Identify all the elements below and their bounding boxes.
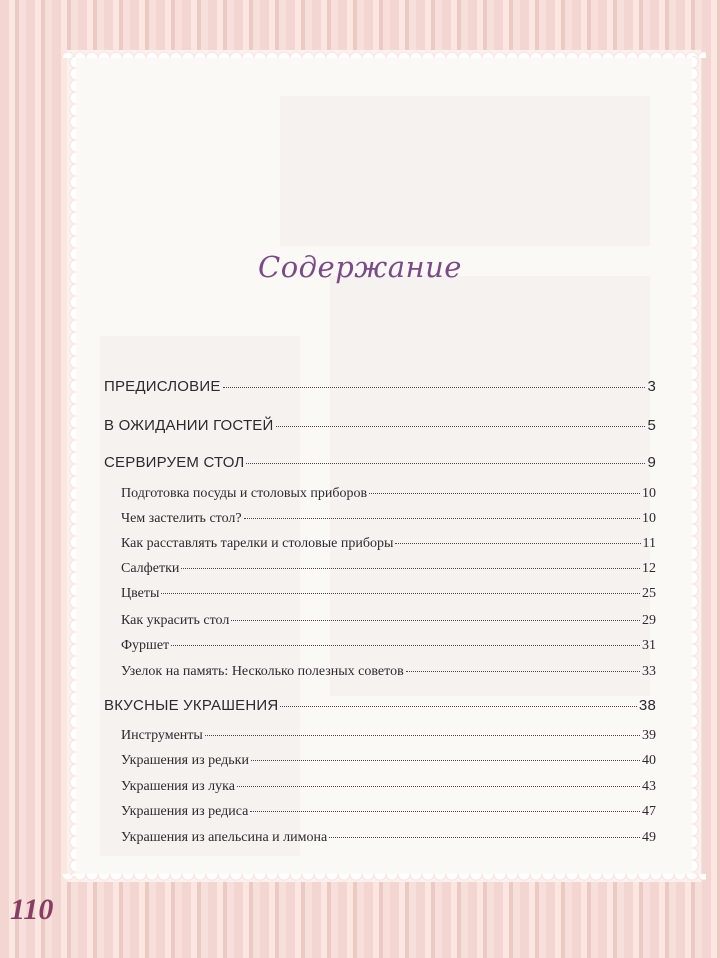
dot-leader [205,735,640,736]
toc-entry-page: 10 [642,486,656,501]
dot-leader [280,706,636,707]
dot-leader [251,760,640,761]
toc-entry [104,378,656,400]
toc-entry-page: 49 [642,830,656,845]
dot-leader [329,837,640,838]
dot-leader [369,493,640,494]
lace-border-top [62,42,706,58]
toc-entry-page: 3 [647,378,656,395]
page-title: Содержание [258,250,462,284]
toc-entry-title: Как украсить стол [121,613,230,628]
toc-entry-page: 11 [642,536,656,551]
dot-leader [161,593,640,594]
lace-border-right [692,56,706,876]
toc-entry-title: Салфетки [121,561,180,576]
toc-entry-title: Украшения из лука [121,779,235,794]
dot-leader [250,811,640,812]
toc-entry-page: 33 [642,664,656,679]
toc-entry-title: Инструменты [121,728,203,743]
toc-entry [121,804,656,826]
dot-leader [244,518,640,519]
lace-border-left [62,56,76,876]
lace-border-bottom [62,874,706,890]
toc-entry-page: 31 [642,638,656,653]
toc-entry [121,638,656,660]
toc-entry [121,536,656,558]
dot-leader [246,463,645,464]
toc-entry [121,830,656,852]
dot-leader [395,543,640,544]
toc-entry [121,779,656,801]
toc-entry-title: Узелок на память: Несколько полезных советов [121,664,404,679]
toc-entry [121,728,656,750]
toc-entry-page: 40 [642,753,656,768]
toc-entry-page: 25 [642,586,656,601]
toc-entry [121,486,656,508]
toc-entry-title: Чем застелить стол? [121,511,242,526]
toc-entry-page: 9 [647,454,656,471]
toc-entry [121,511,656,533]
toc-entry-page: 38 [638,697,656,714]
toc-entry-title: Цветы [121,586,160,601]
toc-entry [104,417,656,439]
toc-entry-page: 5 [647,417,656,434]
toc-entry-page: 29 [642,613,656,628]
toc-entry-title: Как расставлять тарелки и столовые приборы [121,536,394,551]
dot-leader [276,426,646,427]
toc-entry-page: 47 [642,804,656,819]
toc-entry-page: 39 [642,728,656,743]
toc-entry [121,613,656,635]
dot-leader [171,645,640,646]
toc-entry-title: Украшения из редьки [121,753,249,768]
toc-entry-title: ПРЕДИСЛОВИЕ [104,378,221,395]
dot-leader [223,387,646,388]
toc-entry-page: 43 [642,779,656,794]
dot-leader [231,620,640,621]
toc-entry [121,664,656,686]
dot-leader [406,671,640,672]
toc-entry-title: Украшения из редиса [121,804,249,819]
toc-entry-title: Фуршет [121,638,170,653]
toc-entry [104,454,656,476]
dot-leader [181,568,640,569]
toc-entry-page: 10 [642,511,656,526]
toc-entry-title: ВКУСНЫЕ УКРАШЕНИЯ [104,697,279,714]
toc-entry [121,561,656,583]
toc-entry-page: 12 [642,561,656,576]
toc-entry-title: В ОЖИДАНИИ ГОСТЕЙ [104,417,274,434]
dot-leader [237,786,640,787]
toc-entry-title: СЕРВИРУЕМ СТОЛ [104,454,245,471]
page-number: 110 [10,893,54,926]
toc-entry [121,753,656,775]
toc-entry [121,586,656,608]
toc-entry-title: Украшения из апельсина и лимона [121,830,328,845]
toc-entry-title: Подготовка посуды и столовых приборов [121,486,368,501]
toc-entry [104,697,656,719]
